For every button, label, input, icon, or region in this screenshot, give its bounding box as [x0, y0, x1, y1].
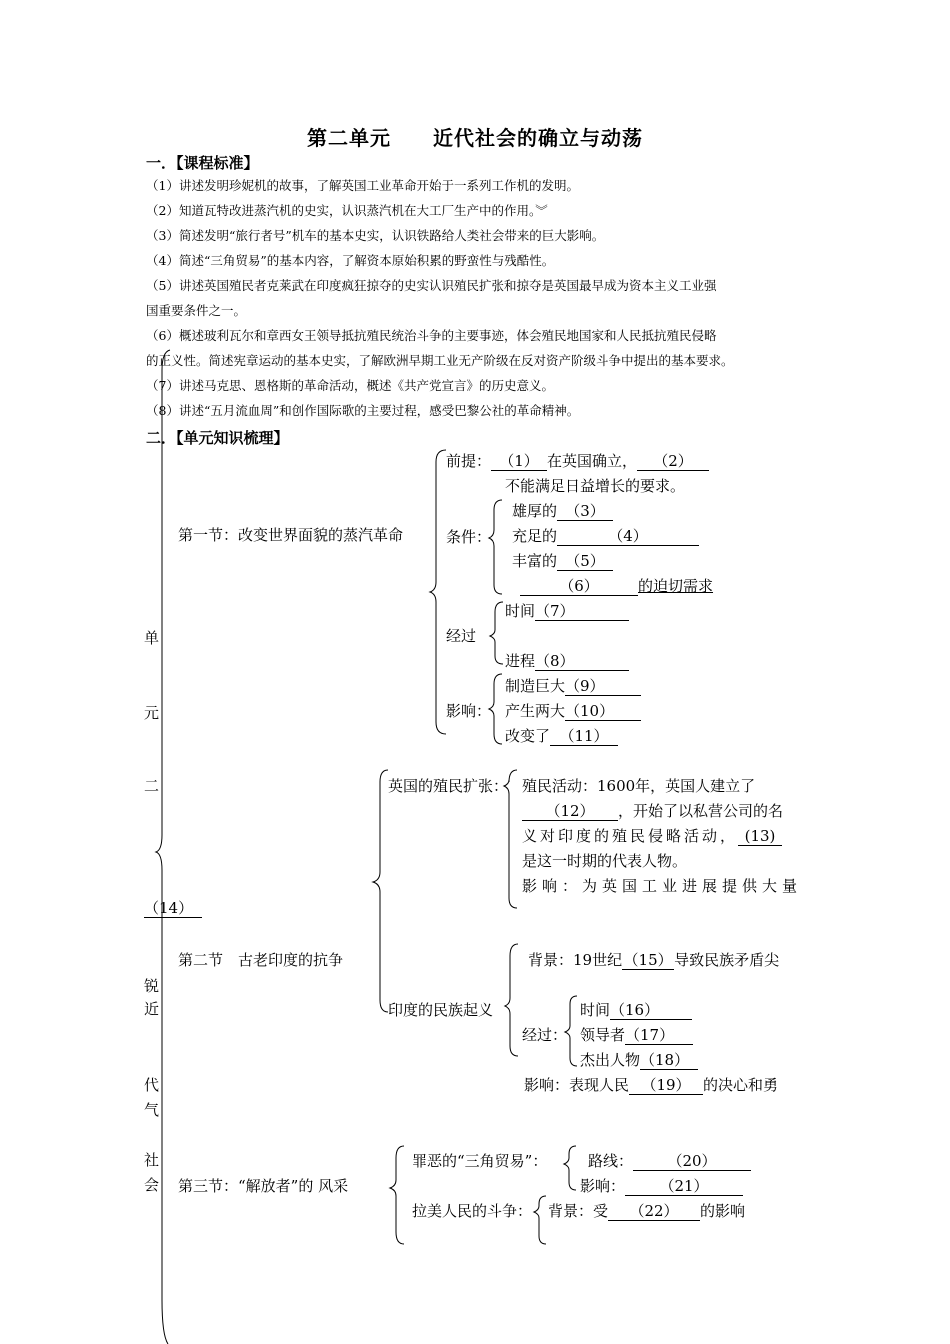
section-heading-standards: 一．【课程标准】	[146, 154, 259, 172]
standard-item: （6）概述玻利瓦尔和章西女王领导抵抗殖民统治斗争的主要事迹，体会殖民地国家和人民抵抗殖民侵略	[146, 328, 717, 343]
colonial-line: 是这一时期的代表人物。	[522, 852, 688, 870]
page-title: 第二单元 近代社会的确立与动荡	[307, 126, 643, 150]
impact-label: 影响：	[446, 702, 492, 720]
standard-item: （8）讲述“五月流血周”和创作国际歌的主要过程，感受巴黎公社的革命精神。	[146, 403, 580, 418]
standard-item: （1）讲述发明珍妮机的故事，了解英国工业革命开始于一系列工作机的发明。	[146, 178, 579, 193]
process-label: 经过	[446, 627, 477, 645]
brace-process	[490, 602, 503, 664]
uprising-impact: 影响：表现人民 （19） 的决心和勇	[524, 1076, 779, 1094]
colonial-line: （12） ，开始了以私营公司的名	[522, 801, 783, 821]
standard-item: （5）讲述英国殖民者克莱武在印度疯狂掠夺的史实认识殖民扩张和掠夺是英国最早成为资本主义工业强	[146, 278, 717, 293]
latin-background: 背景：受 （22） 的影响	[548, 1202, 746, 1220]
impact-item: 产生两大（10）	[505, 701, 641, 721]
brace-uprising	[505, 944, 518, 1056]
impact-item: 改变了 （11）	[505, 726, 618, 746]
vertical-char: 锐	[144, 977, 160, 995]
margin-mark: ︾	[535, 203, 548, 218]
process-item: 时间（7）	[505, 601, 629, 621]
vertical-char: 单	[144, 629, 160, 647]
standard-item: 的正义性。简述宪章运动的基本史实，了解欧洲早期工业无产阶级在反对资产阶级斗争中提出的基本要求。	[146, 353, 734, 368]
uprising-process-item: 时间（16）	[580, 1000, 692, 1020]
brace-section3	[390, 1146, 404, 1244]
latin-struggle-label: 拉美人民的斗争：	[412, 1202, 533, 1220]
standard-item: 国重要条件之一。	[146, 303, 247, 318]
brace-triangle	[564, 1146, 576, 1190]
vertical-char: 元	[144, 704, 160, 722]
brace-latin	[534, 1196, 546, 1244]
brace-section1	[430, 450, 446, 734]
vertical-char: 代	[144, 1076, 160, 1094]
vertical-char: 会	[144, 1176, 160, 1194]
triangle-impact: 影响： （21）	[580, 1176, 743, 1196]
colonial-line: 义对印度的殖民侵略活动， (13)	[522, 826, 782, 846]
triangle-route: 路线： （20）	[588, 1151, 751, 1171]
standard-item: （3）简述发明“旅行者号”机车的基本史实，认识铁路给人类社会带来的巨大影响。	[146, 228, 605, 243]
condition-item: 充足的 （4）	[512, 526, 699, 546]
vertical-char: 社	[144, 1151, 160, 1169]
node1-title: 第一节：改变世界面貌的蒸汽革命	[178, 526, 404, 544]
standard-item: （2）知道瓦特改进蒸汽机的史实，认识蒸汽机在大工厂生产中的作用。︾	[146, 203, 548, 218]
vertical-char: 二	[144, 777, 160, 795]
uprising-label: 印度的民族起义	[388, 1001, 494, 1019]
impact-item: 制造巨大（9）	[505, 676, 641, 696]
premise-line: 前提： （1） 在英国确立， （2）	[446, 451, 709, 471]
node2-title: 第二节 古老印度的抗争	[178, 951, 344, 969]
brace-conditions	[489, 500, 502, 594]
vertical-char: 气	[144, 1101, 160, 1119]
uprising-background: 背景：19世纪（15）导致民族矛盾尖	[528, 951, 780, 969]
vertical-char: 近	[144, 1000, 160, 1018]
standard-item: （7）讲述马克思、恩格斯的革命活动，概述《共产党宣言》的历史意义。	[146, 378, 554, 393]
condition-item: 丰富的 （5）	[512, 551, 613, 571]
condition-item: 雄厚的 （3）	[512, 501, 613, 521]
uprising-process-item: 杰出人物（18）	[580, 1050, 698, 1070]
section-heading-knowledge: 二．【单元知识梳理】	[146, 429, 289, 447]
conditions-label: 条件：	[446, 528, 492, 546]
triangle-trade-label: 罪恶的“三角贸易”：	[412, 1152, 548, 1170]
uprising-process-label: 经过：	[522, 1026, 568, 1044]
condition-item: （6） 的迫切需求	[520, 576, 713, 596]
colonial-line: 影响：为英国工业进展提供大量	[522, 877, 803, 895]
process-item: 进程（8）	[505, 651, 629, 671]
standard-item: （4）简述“三角贸易”的基本内容，了解资本原始积累的野蛮性与残酷性。	[146, 253, 555, 268]
premise-line2: 不能满足日益增长的要求。	[505, 477, 686, 495]
colonial-label: 英国的殖民扩张：	[388, 777, 509, 795]
node3-title: 第三节：“解放者”的 风采	[178, 1177, 349, 1195]
uprising-process-item: 领导者（17）	[580, 1025, 693, 1045]
brace-section2	[373, 770, 388, 1012]
colonial-line: 殖民活动：1600年，英国人建立了	[522, 777, 756, 795]
blank-14: （14）	[144, 898, 202, 918]
